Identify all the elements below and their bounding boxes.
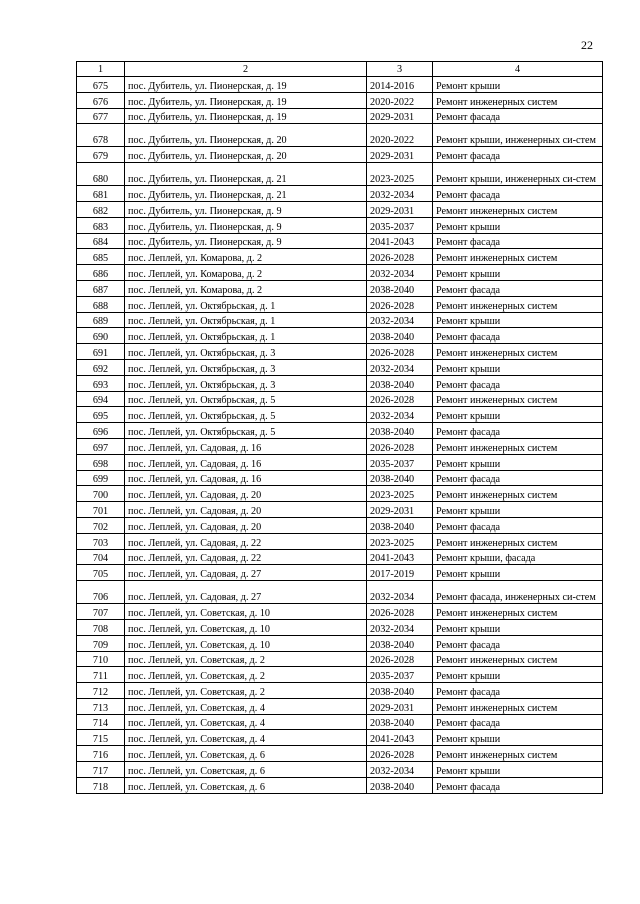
- row-number-cell: 685: [77, 249, 125, 265]
- address-cell: пос. Леплей, ул. Садовая, д. 20: [125, 517, 367, 533]
- work-type-cell: Ремонт инженерных систем: [433, 651, 603, 667]
- address-cell: пос. Дубитель, ул. Пионерская, д. 9: [125, 217, 367, 233]
- row-number-cell: 694: [77, 391, 125, 407]
- table-row: [77, 581, 603, 604]
- row-number-cell: 686: [77, 265, 125, 281]
- work-type-cell: Ремонт фасада: [433, 186, 603, 202]
- address-cell: пос. Леплей, ул. Советская, д. 10: [125, 619, 367, 635]
- row-number-cell: 692: [77, 359, 125, 375]
- period-cell: 2038-2040: [367, 470, 433, 486]
- row-number-cell: 707: [77, 604, 125, 620]
- work-type-cell: Ремонт инженерных систем: [433, 533, 603, 549]
- row-number-cell: 703: [77, 533, 125, 549]
- work-type-cell: Ремонт крыши: [433, 502, 603, 518]
- address-cell: пос. Леплей, ул. Садовая, д. 16: [125, 454, 367, 470]
- address-cell: пос. Леплей, ул. Октябрьская, д. 1: [125, 312, 367, 328]
- address-cell: пос. Леплей, ул. Садовая, д. 22: [125, 533, 367, 549]
- row-number-cell: 708: [77, 619, 125, 635]
- table-row: [77, 423, 603, 439]
- work-type-cell: Ремонт фасада: [433, 517, 603, 533]
- row-number-cell: 709: [77, 635, 125, 651]
- work-type-cell: Ремонт крыши, инженерных си-стем: [433, 124, 603, 147]
- period-cell: 2020-2022: [367, 124, 433, 147]
- work-type-cell: Ремонт крыши: [433, 265, 603, 281]
- row-number-cell: 687: [77, 280, 125, 296]
- period-cell: 2032-2034: [367, 619, 433, 635]
- period-cell: 2032-2034: [367, 359, 433, 375]
- table-row: [77, 249, 603, 265]
- row-number-cell: 715: [77, 730, 125, 746]
- table-row: [77, 163, 603, 186]
- row-number-cell: 678: [77, 124, 125, 147]
- row-number-cell: 700: [77, 486, 125, 502]
- row-number-cell: 701: [77, 502, 125, 518]
- address-cell: пос. Леплей, ул. Садовая, д. 16: [125, 470, 367, 486]
- table-row: [77, 407, 603, 423]
- work-type-cell: Ремонт крыши: [433, 667, 603, 683]
- address-cell: пос. Дубитель, ул. Пионерская, д. 19: [125, 92, 367, 108]
- row-number-cell: 680: [77, 163, 125, 186]
- work-type-cell: Ремонт инженерных систем: [433, 344, 603, 360]
- period-cell: 2038-2040: [367, 714, 433, 730]
- work-type-cell: Ремонт инженерных систем: [433, 698, 603, 714]
- address-cell: пос. Леплей, ул. Садовая, д. 20: [125, 502, 367, 518]
- table-row: [77, 186, 603, 202]
- address-cell: пос. Леплей, ул. Октябрьская, д. 5: [125, 391, 367, 407]
- period-cell: 2023-2025: [367, 486, 433, 502]
- address-cell: пос. Леплей, ул. Октябрьская, д. 1: [125, 328, 367, 344]
- row-number-cell: 699: [77, 470, 125, 486]
- table-row: [77, 454, 603, 470]
- address-cell: пос. Леплей, ул. Советская, д. 6: [125, 777, 367, 793]
- work-type-cell: Ремонт крыши: [433, 407, 603, 423]
- row-number-cell: 712: [77, 683, 125, 699]
- table-row: [77, 391, 603, 407]
- page-number: 22: [581, 38, 593, 52]
- table-row: [77, 714, 603, 730]
- row-number-cell: 690: [77, 328, 125, 344]
- work-type-cell: Ремонт фасада: [433, 683, 603, 699]
- work-type-cell: Ремонт инженерных систем: [433, 249, 603, 265]
- table-row: [77, 328, 603, 344]
- row-number-cell: 683: [77, 217, 125, 233]
- period-cell: 2038-2040: [367, 777, 433, 793]
- work-type-cell: Ремонт крыши: [433, 312, 603, 328]
- work-type-cell: Ремонт крыши: [433, 217, 603, 233]
- period-cell: 2026-2028: [367, 296, 433, 312]
- column-header-3: 3: [367, 62, 433, 77]
- work-type-cell: Ремонт крыши: [433, 454, 603, 470]
- repair-schedule-table: [76, 61, 603, 794]
- address-cell: пос. Леплей, ул. Октябрьская, д. 1: [125, 296, 367, 312]
- row-number-cell: 696: [77, 423, 125, 439]
- address-cell: пос. Леплей, ул. Октябрьская, д. 3: [125, 344, 367, 360]
- period-cell: 2041-2043: [367, 233, 433, 249]
- column-header-2: 2: [125, 62, 367, 77]
- period-cell: 2035-2037: [367, 217, 433, 233]
- work-type-cell: Ремонт фасада: [433, 108, 603, 124]
- period-cell: 2041-2043: [367, 730, 433, 746]
- period-cell: 2032-2034: [367, 762, 433, 778]
- work-type-cell: Ремонт фасада: [433, 470, 603, 486]
- work-type-cell: Ремонт фасада: [433, 328, 603, 344]
- row-number-cell: 676: [77, 92, 125, 108]
- work-type-cell: Ремонт фасада: [433, 635, 603, 651]
- work-type-cell: Ремонт крыши: [433, 77, 603, 93]
- address-cell: пос. Дубитель, ул. Пионерская, д. 9: [125, 201, 367, 217]
- address-cell: пос. Леплей, ул. Садовая, д. 16: [125, 438, 367, 454]
- row-number-cell: 698: [77, 454, 125, 470]
- table-row: [77, 344, 603, 360]
- row-number-cell: 682: [77, 201, 125, 217]
- address-cell: пос. Леплей, ул. Советская, д. 2: [125, 683, 367, 699]
- table-row: [77, 312, 603, 328]
- period-cell: 2038-2040: [367, 328, 433, 344]
- work-type-cell: Ремонт фасада: [433, 714, 603, 730]
- address-cell: пос. Леплей, ул. Советская, д. 4: [125, 698, 367, 714]
- address-cell: пос. Леплей, ул. Октябрьская, д. 5: [125, 423, 367, 439]
- period-cell: 2032-2034: [367, 265, 433, 281]
- work-type-cell: Ремонт инженерных систем: [433, 746, 603, 762]
- row-number-cell: 679: [77, 147, 125, 163]
- table-row: [77, 296, 603, 312]
- period-cell: 2032-2034: [367, 312, 433, 328]
- address-cell: пос. Леплей, ул. Комарова, д. 2: [125, 265, 367, 281]
- address-cell: пос. Леплей, ул. Советская, д. 6: [125, 762, 367, 778]
- period-cell: 2035-2037: [367, 667, 433, 683]
- address-cell: пос. Леплей, ул. Октябрьская, д. 3: [125, 375, 367, 391]
- work-type-cell: Ремонт инженерных систем: [433, 391, 603, 407]
- period-cell: 2026-2028: [367, 604, 433, 620]
- period-cell: 2023-2025: [367, 163, 433, 186]
- address-cell: пос. Леплей, ул. Садовая, д. 20: [125, 486, 367, 502]
- table-row: [77, 667, 603, 683]
- row-number-cell: 675: [77, 77, 125, 93]
- address-cell: пос. Дубитель, ул. Пионерская, д. 20: [125, 124, 367, 147]
- period-cell: 2026-2028: [367, 391, 433, 407]
- work-type-cell: Ремонт фасада: [433, 233, 603, 249]
- table-row: [77, 777, 603, 793]
- address-cell: пос. Леплей, ул. Советская, д. 10: [125, 604, 367, 620]
- table-row: [77, 651, 603, 667]
- work-type-cell: Ремонт инженерных систем: [433, 486, 603, 502]
- table-row: [77, 375, 603, 391]
- address-cell: пос. Дубитель, ул. Пионерская, д. 19: [125, 77, 367, 93]
- period-cell: 2041-2043: [367, 549, 433, 565]
- table-row: [77, 201, 603, 217]
- table-header-row: [77, 62, 603, 77]
- table-row: [77, 762, 603, 778]
- period-cell: 2029-2031: [367, 502, 433, 518]
- address-cell: пос. Дубитель, ул. Пионерская, д. 19: [125, 108, 367, 124]
- period-cell: 2029-2031: [367, 201, 433, 217]
- table-row: [77, 502, 603, 518]
- row-number-cell: 702: [77, 517, 125, 533]
- period-cell: 2029-2031: [367, 698, 433, 714]
- table-body: [77, 77, 603, 794]
- table-row: [77, 77, 603, 93]
- period-cell: 2032-2034: [367, 581, 433, 604]
- address-cell: пос. Леплей, ул. Комарова, д. 2: [125, 249, 367, 265]
- row-number-cell: 693: [77, 375, 125, 391]
- table-row: [77, 92, 603, 108]
- table-row: [77, 438, 603, 454]
- work-type-cell: Ремонт крыши: [433, 762, 603, 778]
- table-row: [77, 517, 603, 533]
- work-type-cell: Ремонт инженерных систем: [433, 438, 603, 454]
- period-cell: 2032-2034: [367, 407, 433, 423]
- address-cell: пос. Леплей, ул. Советская, д. 2: [125, 667, 367, 683]
- column-header-1: 1: [77, 62, 125, 77]
- row-number-cell: 706: [77, 581, 125, 604]
- table-row: [77, 533, 603, 549]
- row-number-cell: 684: [77, 233, 125, 249]
- table-row: [77, 730, 603, 746]
- work-type-cell: Ремонт крыши: [433, 619, 603, 635]
- table-row: [77, 619, 603, 635]
- address-cell: пос. Леплей, ул. Комарова, д. 2: [125, 280, 367, 296]
- work-type-cell: Ремонт фасада: [433, 280, 603, 296]
- table-row: [77, 683, 603, 699]
- row-number-cell: 713: [77, 698, 125, 714]
- address-cell: пос. Леплей, ул. Садовая, д. 27: [125, 565, 367, 581]
- work-type-cell: Ремонт инженерных систем: [433, 604, 603, 620]
- period-cell: 2026-2028: [367, 651, 433, 667]
- period-cell: 2014-2016: [367, 77, 433, 93]
- row-number-cell: 704: [77, 549, 125, 565]
- work-type-cell: Ремонт фасада: [433, 777, 603, 793]
- address-cell: пос. Леплей, ул. Советская, д. 4: [125, 730, 367, 746]
- row-number-cell: 714: [77, 714, 125, 730]
- address-cell: пос. Леплей, ул. Октябрьская, д. 5: [125, 407, 367, 423]
- table-row: [77, 549, 603, 565]
- row-number-cell: 695: [77, 407, 125, 423]
- work-type-cell: Ремонт крыши, инженерных си-стем: [433, 163, 603, 186]
- row-number-cell: 681: [77, 186, 125, 202]
- row-number-cell: 677: [77, 108, 125, 124]
- row-number-cell: 705: [77, 565, 125, 581]
- table-row: [77, 565, 603, 581]
- table-row: [77, 124, 603, 147]
- period-cell: 2032-2034: [367, 186, 433, 202]
- work-type-cell: Ремонт крыши: [433, 359, 603, 375]
- period-cell: 2020-2022: [367, 92, 433, 108]
- table-row: [77, 233, 603, 249]
- period-cell: 2038-2040: [367, 683, 433, 699]
- table-row: [77, 604, 603, 620]
- table-row: [77, 698, 603, 714]
- period-cell: 2038-2040: [367, 423, 433, 439]
- row-number-cell: 711: [77, 667, 125, 683]
- table-row: [77, 217, 603, 233]
- address-cell: пос. Дубитель, ул. Пионерская, д. 21: [125, 163, 367, 186]
- period-cell: 2023-2025: [367, 533, 433, 549]
- table-row: [77, 470, 603, 486]
- table-row: [77, 359, 603, 375]
- table-row: [77, 265, 603, 281]
- table-row: [77, 108, 603, 124]
- row-number-cell: 718: [77, 777, 125, 793]
- row-number-cell: 716: [77, 746, 125, 762]
- address-cell: пос. Дубитель, ул. Пионерская, д. 9: [125, 233, 367, 249]
- row-number-cell: 691: [77, 344, 125, 360]
- work-type-cell: Ремонт инженерных систем: [433, 201, 603, 217]
- work-type-cell: Ремонт инженерных систем: [433, 296, 603, 312]
- address-cell: пос. Леплей, ул. Советская, д. 4: [125, 714, 367, 730]
- period-cell: 2029-2031: [367, 108, 433, 124]
- row-number-cell: 710: [77, 651, 125, 667]
- work-type-cell: Ремонт фасада: [433, 147, 603, 163]
- table-row: [77, 746, 603, 762]
- period-cell: 2026-2028: [367, 746, 433, 762]
- address-cell: пос. Леплей, ул. Советская, д. 10: [125, 635, 367, 651]
- address-cell: пос. Леплей, ул. Садовая, д. 22: [125, 549, 367, 565]
- period-cell: 2026-2028: [367, 438, 433, 454]
- address-cell: пос. Леплей, ул. Советская, д. 2: [125, 651, 367, 667]
- work-type-cell: Ремонт фасада: [433, 423, 603, 439]
- period-cell: 2017-2019: [367, 565, 433, 581]
- period-cell: 2038-2040: [367, 517, 433, 533]
- row-number-cell: 688: [77, 296, 125, 312]
- period-cell: 2026-2028: [367, 344, 433, 360]
- row-number-cell: 697: [77, 438, 125, 454]
- table-row: [77, 635, 603, 651]
- work-type-cell: Ремонт инженерных систем: [433, 92, 603, 108]
- work-type-cell: Ремонт крыши: [433, 730, 603, 746]
- period-cell: 2038-2040: [367, 375, 433, 391]
- address-cell: пос. Леплей, ул. Октябрьская, д. 3: [125, 359, 367, 375]
- work-type-cell: Ремонт крыши, фасада: [433, 549, 603, 565]
- period-cell: 2026-2028: [367, 249, 433, 265]
- row-number-cell: 689: [77, 312, 125, 328]
- table-row: [77, 147, 603, 163]
- table-row: [77, 280, 603, 296]
- address-cell: пос. Леплей, ул. Советская, д. 6: [125, 746, 367, 762]
- row-number-cell: 717: [77, 762, 125, 778]
- work-type-cell: Ремонт фасада, инженерных си-стем: [433, 581, 603, 604]
- address-cell: пос. Дубитель, ул. Пионерская, д. 21: [125, 186, 367, 202]
- table-row: [77, 486, 603, 502]
- period-cell: 2038-2040: [367, 280, 433, 296]
- work-type-cell: Ремонт крыши: [433, 565, 603, 581]
- period-cell: 2038-2040: [367, 635, 433, 651]
- period-cell: 2035-2037: [367, 454, 433, 470]
- address-cell: пос. Леплей, ул. Садовая, д. 27: [125, 581, 367, 604]
- address-cell: пос. Дубитель, ул. Пионерская, д. 20: [125, 147, 367, 163]
- period-cell: 2029-2031: [367, 147, 433, 163]
- work-type-cell: Ремонт фасада: [433, 375, 603, 391]
- column-header-4: 4: [433, 62, 603, 77]
